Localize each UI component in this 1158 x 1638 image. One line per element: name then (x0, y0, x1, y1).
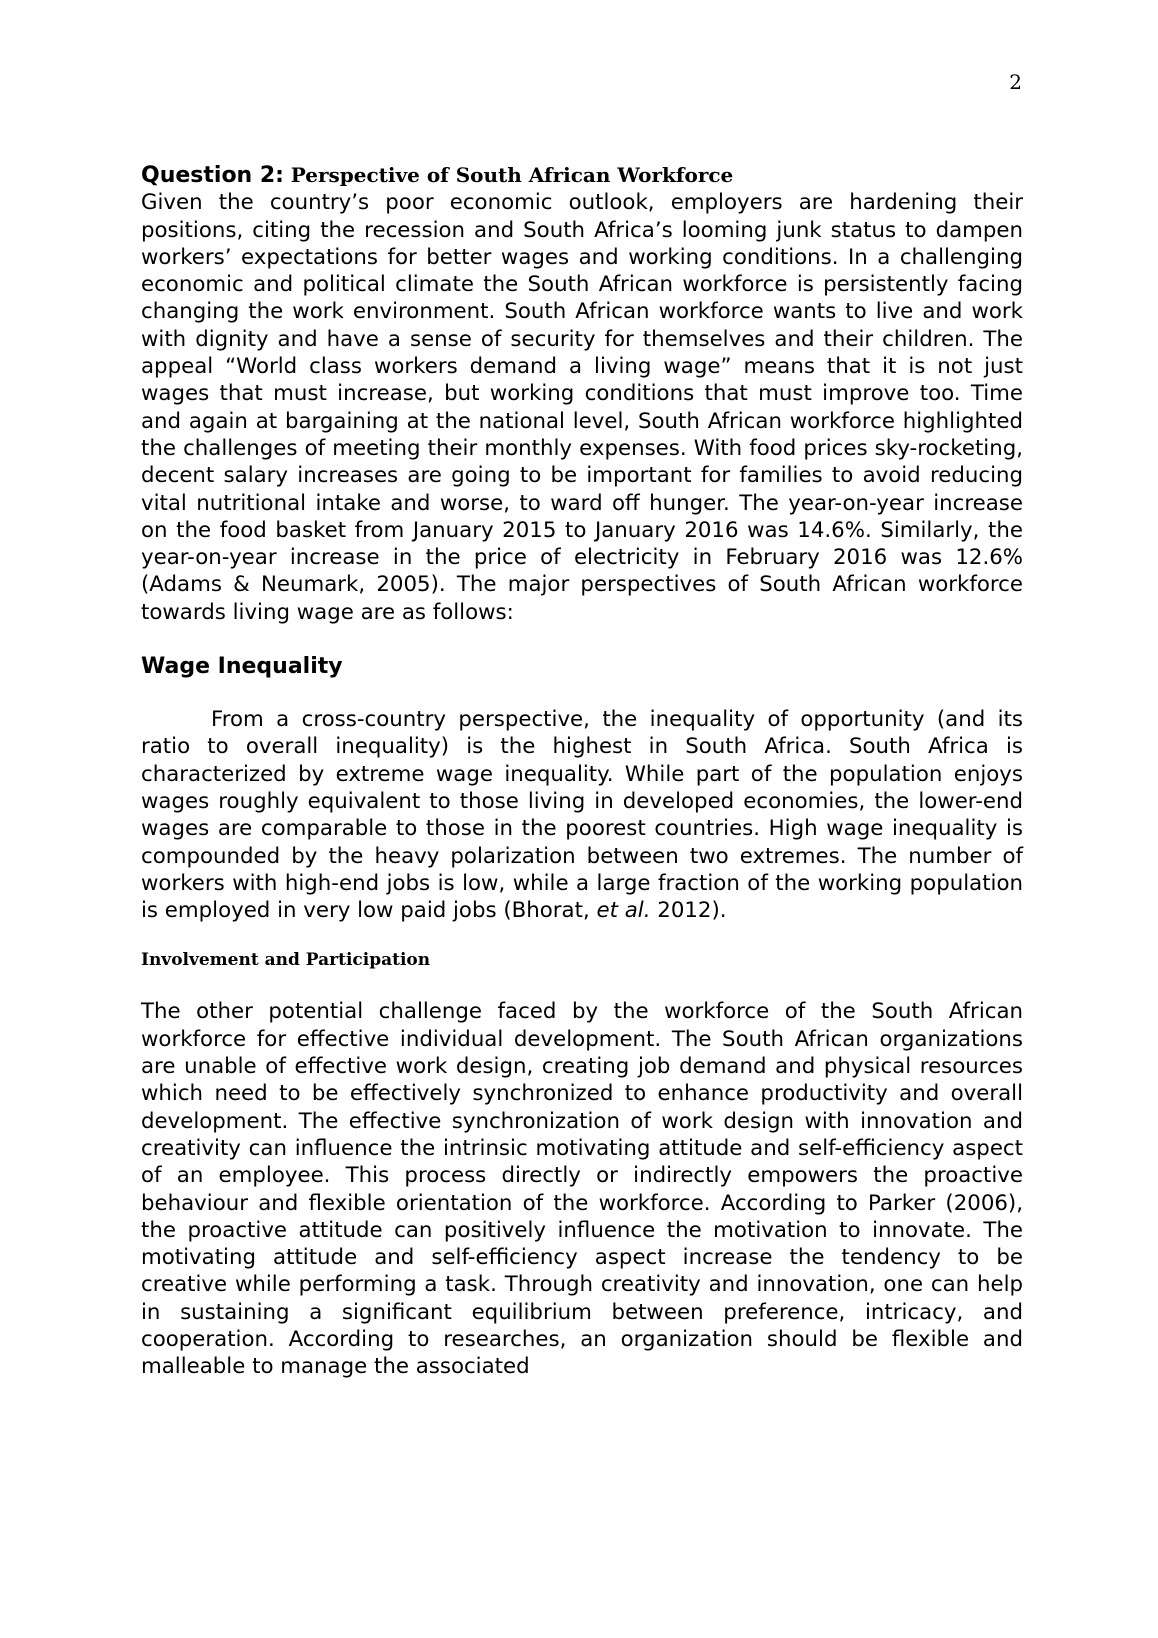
wage-inequality-paragraph (141, 706, 1023, 924)
question-title: Perspective of South African Workforce (290, 163, 734, 187)
wage-paragraph-text: From a cross-country perspective, the inequality of opportunity (and its ratio to overall inequality) is the highest in South Africa. South Africa is characterized by extreme wage inequality. While part of the population enjoys wages roughly equivalent to those living in developed economies, the lower-end wages are comparable to those in the poorest countries. High wage inequality is compounded by the heavy polarization between two extremes. The number of workers with high-end jobs is low, while a large fraction of the working population is employed in very low paid jobs (Bhorat, (141, 707, 1023, 924)
page-number: 2 (1009, 70, 1022, 94)
question-label: Question 2: (141, 163, 284, 188)
involvement-heading: Involvement and Participation (141, 950, 431, 971)
page-content (141, 162, 1023, 1381)
involvement-paragraph: The other potential challenge faced by the workforce of the South African workforce for effective individual development. The South African organizations are unable of effective work design, creating job demand and physical resources which need to be effectively synchronized to enhance productivity and overall development. The effective synchronization of work design with innovation and creativity can influence the intrinsic motivating attitude and self-efficiency aspect of an employee. This process directly or indirectly empowers the proactive behaviour and flexible orientation of the workforce. According to Parker (2006), the proactive attitude can positively influence the motivation to innovate. The motivating attitude and self-efficiency aspect increase the tendency to be creative while performing a task. Through creativity and innovation, one can help in sustaining a significant equilibrium between preference, intricacy, and cooperation. According to researches, an organization should be flexible and malleable to manage the associated (141, 999, 1023, 1380)
question-heading (141, 162, 1023, 189)
citation-year: 2012). (657, 898, 727, 924)
intro-paragraph: Given the country’s poor economic outlook, employers are hardening their positions, citing the recession and South Africa’s looming junk status to dampen workers’ expectations for better wages and working conditions. In a challenging economic and political climate the South African workforce is persistently facing changing the work environment. South African workforce wants to live and work with dignity and have a sense of security for themselves and their children. The appeal “World class workers demand a living wage” means that it is not just wages that must increase, but working conditions that must improve too. Time and again at bargaining at the national level, South African workforce highlighted the challenges of meeting their monthly expenses. With food prices sky-rocketing, decent salary increases are going to be important for families to avoid reducing vital nutritional intake and worse, to ward off hunger. The year-on-year increase on the food basket from January 2015 to January 2016 was 14.6%. Similarly, the year-on-year increase in the price of electricity in February 2016 was 12.6% (Adams & Neumark, 2005). The major perspectives of South African workforce towards living wage are as follows: (141, 190, 1023, 625)
citation-et-al: et al. (596, 898, 651, 924)
wage-inequality-heading: Wage Inequality (141, 654, 343, 680)
